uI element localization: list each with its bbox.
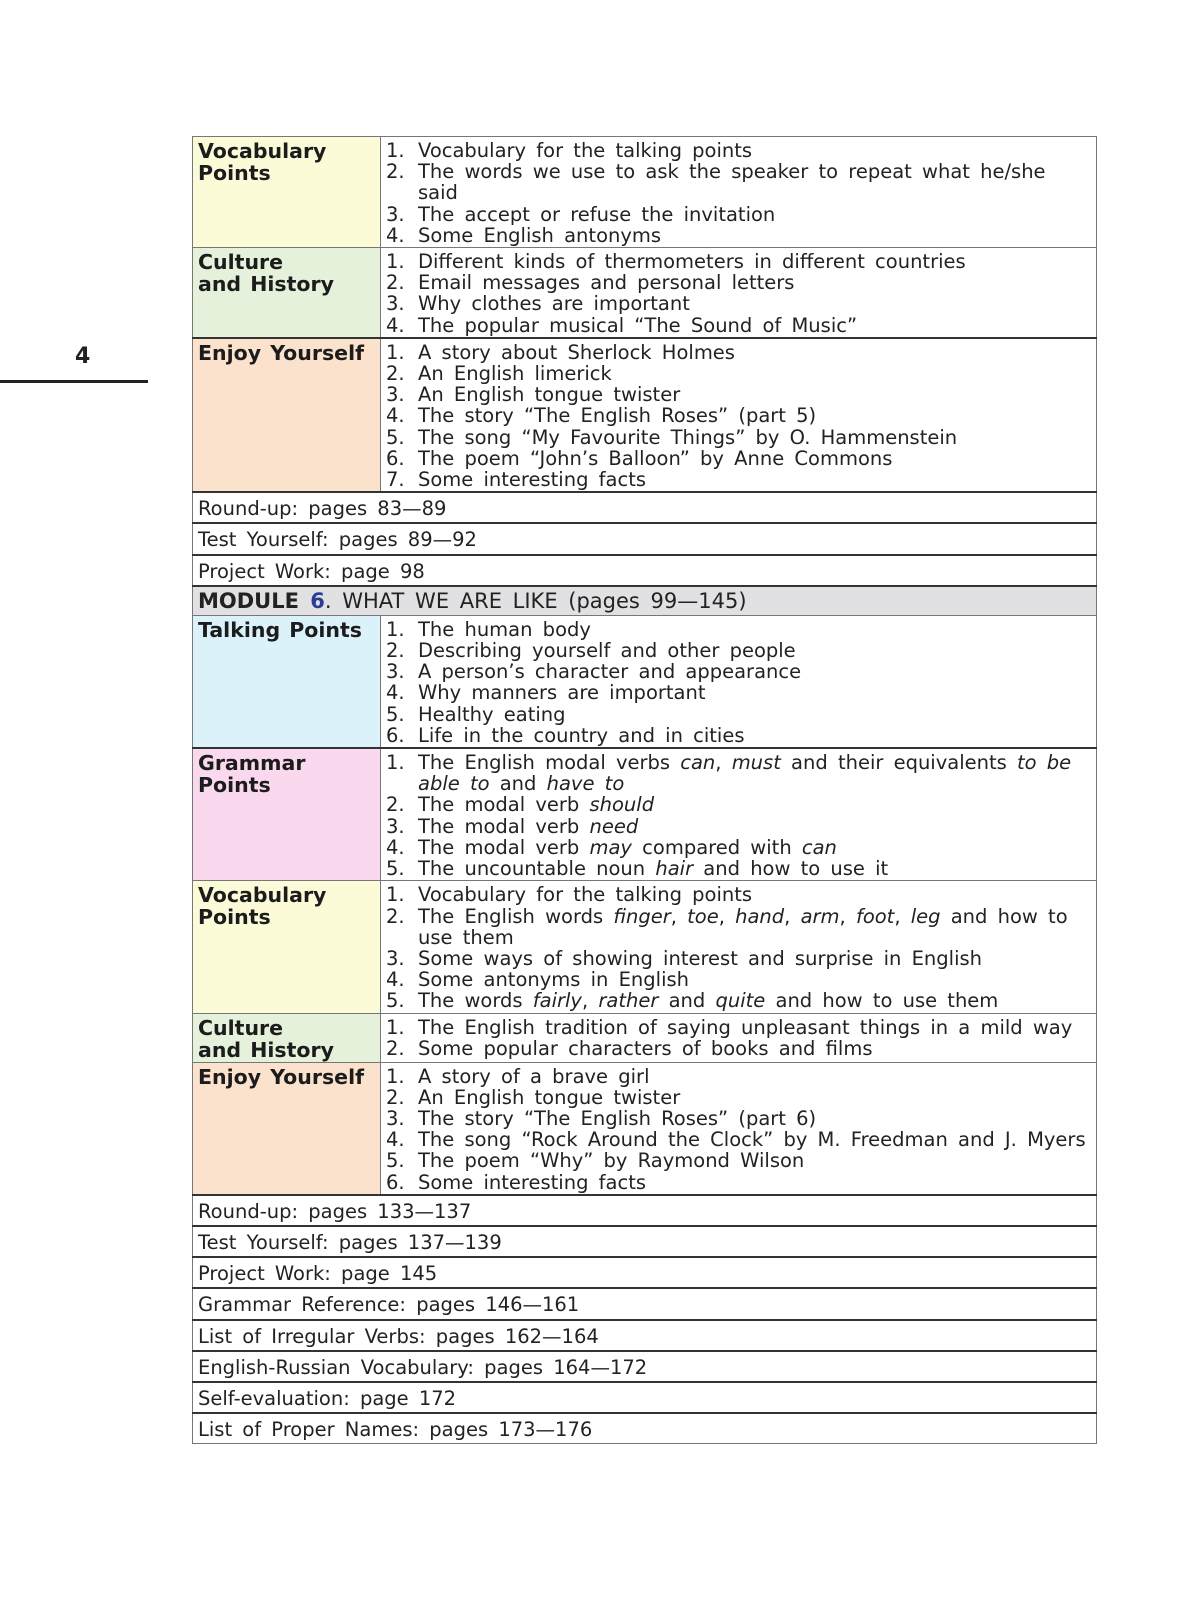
section-label-line: Points: [198, 905, 271, 930]
list-item-number: 2.: [386, 1036, 405, 1060]
list-item: [386, 448, 1092, 469]
list-item-number: 5.: [386, 702, 405, 726]
list-item-number: 6.: [386, 1170, 405, 1194]
list-item-text: The modal verb should: [418, 793, 655, 817]
section-label-line: Points: [198, 773, 271, 798]
list-item-number: 7.: [386, 468, 405, 492]
section-label-line: Enjoy Yourself: [198, 1064, 365, 1089]
list-item-text: Some English antonyms: [418, 223, 662, 247]
list-item-text: A person’s character and appearance: [418, 660, 802, 684]
reference-row: [193, 492, 1097, 523]
reference-row: [193, 1288, 1097, 1319]
list-item: [386, 704, 1092, 725]
reference-entry: Round-up: pages 83—89: [193, 492, 1097, 523]
section-label: [193, 137, 381, 248]
reference-row: [193, 523, 1097, 554]
list-item: [386, 140, 1092, 161]
section-label-line: Enjoy Yourself: [198, 340, 365, 365]
section-label: [193, 1062, 381, 1195]
page-number: 4: [75, 344, 91, 369]
list-item-text: The uncountable noun hair and how to use it: [418, 857, 889, 881]
list-item-number: 2.: [386, 362, 405, 386]
list-item-text: Different kinds of thermometers in different countries: [418, 250, 966, 274]
reference-row: [193, 1226, 1097, 1257]
list-item-text: The accept or refuse the invitation: [418, 202, 776, 226]
section-label-line: Points: [198, 161, 271, 185]
list-item-number: 3.: [386, 1106, 405, 1130]
reference-entry: Self-evaluation: page 172: [193, 1382, 1097, 1413]
reference-row: [193, 1413, 1097, 1444]
list-item: [386, 272, 1092, 293]
list-item: [386, 342, 1092, 363]
section-item-list: [386, 140, 1092, 246]
section-label: [193, 1013, 381, 1062]
section-item-list: [386, 251, 1092, 336]
list-item-text: The human body: [418, 617, 591, 641]
list-item-number: 1.: [386, 139, 405, 162]
section-items: [381, 137, 1097, 248]
list-item: [386, 405, 1092, 426]
section-label-line: and History: [198, 272, 334, 297]
list-item-number: 1.: [386, 617, 405, 641]
list-item-text: Some interesting facts: [418, 1170, 647, 1194]
list-item: [386, 725, 1092, 746]
section-items: [381, 248, 1097, 338]
module-word: MODULE: [198, 588, 311, 613]
list-item: [386, 837, 1092, 858]
list-item-number: 3.: [386, 946, 405, 970]
list-item-number: 1.: [386, 751, 405, 775]
section-label-line: Vocabulary: [198, 883, 327, 908]
list-item: [386, 640, 1092, 661]
section-items: [381, 748, 1097, 881]
reference-entry: Project Work: page 145: [193, 1257, 1097, 1288]
list-item-number: 3.: [386, 660, 405, 684]
reference-row: [193, 1320, 1097, 1351]
reference-row: [193, 1257, 1097, 1288]
list-item-text: An English limerick: [418, 362, 612, 386]
section-label-line: Culture: [198, 250, 284, 275]
list-item-number: 1.: [386, 250, 405, 274]
list-item-text: A story about Sherlock Holmes: [418, 340, 735, 364]
list-item-text: The English modal verbs can, must and their equivalents to be able to and have to: [418, 751, 1072, 796]
module-5-section-row: [193, 338, 1097, 492]
list-item-text: Life in the country and in cities: [418, 723, 745, 747]
list-item: [386, 752, 1092, 794]
reference-entry: Test Yourself: pages 89—92: [193, 523, 1097, 554]
list-item-number: 4.: [386, 1128, 405, 1152]
list-item-number: 5.: [386, 857, 405, 881]
reference-row: [193, 1382, 1097, 1413]
list-item-text: Why manners are important: [418, 681, 706, 705]
list-item: [386, 1066, 1092, 1087]
list-item: [386, 858, 1092, 879]
list-item-number: 4.: [386, 313, 405, 337]
list-item-number: 3.: [386, 202, 405, 226]
reference-row: [193, 555, 1097, 586]
list-item: [386, 1087, 1092, 1108]
list-item-text: The English tradition of saying unpleasant things in a mild way: [418, 1015, 1073, 1039]
section-label-line: and History: [198, 1037, 334, 1062]
list-item-text: The modal verb may compared with can: [418, 835, 837, 859]
list-item: [386, 619, 1092, 640]
section-item-list: [386, 884, 1092, 1011]
reference-entry: Test Yourself: pages 137—139: [193, 1226, 1097, 1257]
list-item-number: 1.: [386, 1015, 405, 1039]
list-item-number: 5.: [386, 425, 405, 449]
list-item-text: The story “The English Roses” (part 6): [418, 1106, 817, 1130]
section-items: [381, 615, 1097, 748]
section-label: [193, 748, 381, 881]
list-item-number: 6.: [386, 446, 405, 470]
reference-entry: List of Irregular Verbs: pages 162—164: [193, 1320, 1097, 1351]
module-6-section-row: [193, 748, 1097, 881]
list-item: [386, 990, 1092, 1011]
list-item: [386, 469, 1092, 490]
list-item: [386, 161, 1092, 203]
list-item-text: An English tongue twister: [418, 1085, 681, 1109]
section-items: [381, 1062, 1097, 1195]
module-6-section-row: [193, 1013, 1097, 1062]
list-item-text: Vocabulary for the talking points: [418, 883, 753, 907]
section-item-list: [386, 1066, 1092, 1193]
section-items: [381, 1013, 1097, 1062]
list-item-number: 2.: [386, 639, 405, 663]
module-6-section-row: [193, 615, 1097, 748]
reference-row: [193, 1351, 1097, 1382]
list-item-text: The popular musical “The Sound of Music”: [418, 313, 858, 337]
list-item: [386, 682, 1092, 703]
reference-entry: Project Work: page 98: [193, 555, 1097, 586]
list-item: [386, 816, 1092, 837]
reference-entry: List of Proper Names: pages 173—176: [193, 1413, 1097, 1444]
list-item-number: 2.: [386, 1085, 405, 1109]
list-item-text: Some popular characters of books and films: [418, 1036, 873, 1060]
page-number-rule: [0, 380, 148, 383]
section-label: [193, 248, 381, 338]
section-item-list: [386, 619, 1092, 746]
section-label-line: Culture: [198, 1015, 284, 1040]
list-item: [386, 1150, 1092, 1171]
module-heading-row: [193, 586, 1097, 616]
section-label: [193, 615, 381, 748]
list-item: [386, 427, 1092, 448]
list-item-number: 3.: [386, 814, 405, 838]
list-item: [386, 969, 1092, 990]
list-item-text: An English tongue twister: [418, 383, 681, 407]
module-6-section-row: [193, 1062, 1097, 1195]
list-item-text: The words fairly, rather and quite and how to use them: [418, 989, 999, 1013]
contents-body: [193, 137, 1097, 1444]
list-item-number: 2.: [386, 793, 405, 817]
list-item-number: 3.: [386, 383, 405, 407]
module-number: 6: [310, 588, 325, 613]
list-item-number: 3.: [386, 292, 405, 316]
list-item: [386, 794, 1092, 815]
list-item-text: Healthy eating: [418, 702, 566, 726]
list-item-number: 4.: [386, 223, 405, 247]
list-item: [386, 293, 1092, 314]
list-item-text: The poem “John’s Balloon” by Anne Commons: [418, 446, 893, 470]
list-item: [386, 1129, 1092, 1150]
list-item-number: 2.: [386, 904, 405, 928]
list-item-text: The story “The English Roses” (part 5): [418, 404, 817, 428]
list-item: [386, 363, 1092, 384]
section-items: [381, 338, 1097, 492]
section-label: [193, 881, 381, 1013]
list-item: [386, 204, 1092, 225]
list-item-text: The words we use to ask the speaker to repeat what he/she said: [418, 160, 1046, 205]
module-heading: [193, 586, 1097, 616]
list-item: [386, 251, 1092, 272]
list-item-number: 2.: [386, 160, 405, 184]
contents-table: [192, 136, 1097, 1444]
list-item-number: 5.: [386, 1149, 405, 1173]
list-item-number: 1.: [386, 1064, 405, 1088]
list-item-number: 4.: [386, 968, 405, 992]
list-item-text: The poem “Why” by Raymond Wilson: [418, 1149, 805, 1173]
list-item-number: 1.: [386, 883, 405, 907]
list-item-text: Vocabulary for the talking points: [418, 139, 753, 162]
list-item-number: 6.: [386, 723, 405, 747]
section-label-line: Vocabulary: [198, 139, 327, 163]
reference-entry: English-Russian Vocabulary: pages 164—172: [193, 1351, 1097, 1382]
list-item-text: The song “Rock Around the Clock” by M. Freedman and J. Myers: [418, 1128, 1086, 1152]
list-item-number: 4.: [386, 681, 405, 705]
list-item-text: The song “My Favourite Things” by O. Hammenstein: [418, 425, 958, 449]
list-item: [386, 1017, 1092, 1038]
module-5-section-row: [193, 248, 1097, 338]
list-item: [386, 884, 1092, 905]
module-title: . WHAT WE ARE LIKE (pages 99—145): [324, 588, 747, 613]
list-item: [386, 948, 1092, 969]
reference-entry: Round-up: pages 133—137: [193, 1195, 1097, 1226]
section-item-list: [386, 1017, 1092, 1059]
reference-row: [193, 1195, 1097, 1226]
list-item-number: 4.: [386, 404, 405, 428]
list-item-text: Some ways of showing interest and surprise in English: [418, 946, 983, 970]
list-item-text: Some antonyms in English: [418, 968, 690, 992]
list-item-text: The English words finger, toe, hand, arm, foot, leg and how to use them: [418, 904, 1068, 949]
section-item-list: [386, 752, 1092, 879]
list-item-text: A story of a brave girl: [418, 1064, 650, 1088]
list-item-text: Some interesting facts: [418, 468, 647, 492]
list-item: [386, 225, 1092, 246]
list-item: [386, 1038, 1092, 1059]
list-item-text: Describing yourself and other people: [418, 639, 796, 663]
list-item: [386, 1108, 1092, 1129]
module-6-section-row: [193, 881, 1097, 1013]
list-item: [386, 1172, 1092, 1193]
list-item-number: 5.: [386, 989, 405, 1013]
section-item-list: [386, 342, 1092, 490]
list-item: [386, 906, 1092, 948]
list-item-number: 4.: [386, 835, 405, 859]
section-label: [193, 338, 381, 492]
section-items: [381, 881, 1097, 1013]
list-item-number: 2.: [386, 271, 405, 295]
list-item: [386, 315, 1092, 336]
list-item-number: 1.: [386, 340, 405, 364]
reference-entry: Grammar Reference: pages 146—161: [193, 1288, 1097, 1319]
section-label-line: Talking Points: [198, 617, 362, 642]
list-item-text: The modal verb need: [418, 814, 639, 838]
list-item-text: Why clothes are important: [418, 292, 690, 316]
module-5-section-row: [193, 137, 1097, 248]
section-label-line: Grammar: [198, 751, 306, 776]
list-item: [386, 384, 1092, 405]
list-item-text: Email messages and personal letters: [418, 271, 795, 295]
list-item: [386, 661, 1092, 682]
